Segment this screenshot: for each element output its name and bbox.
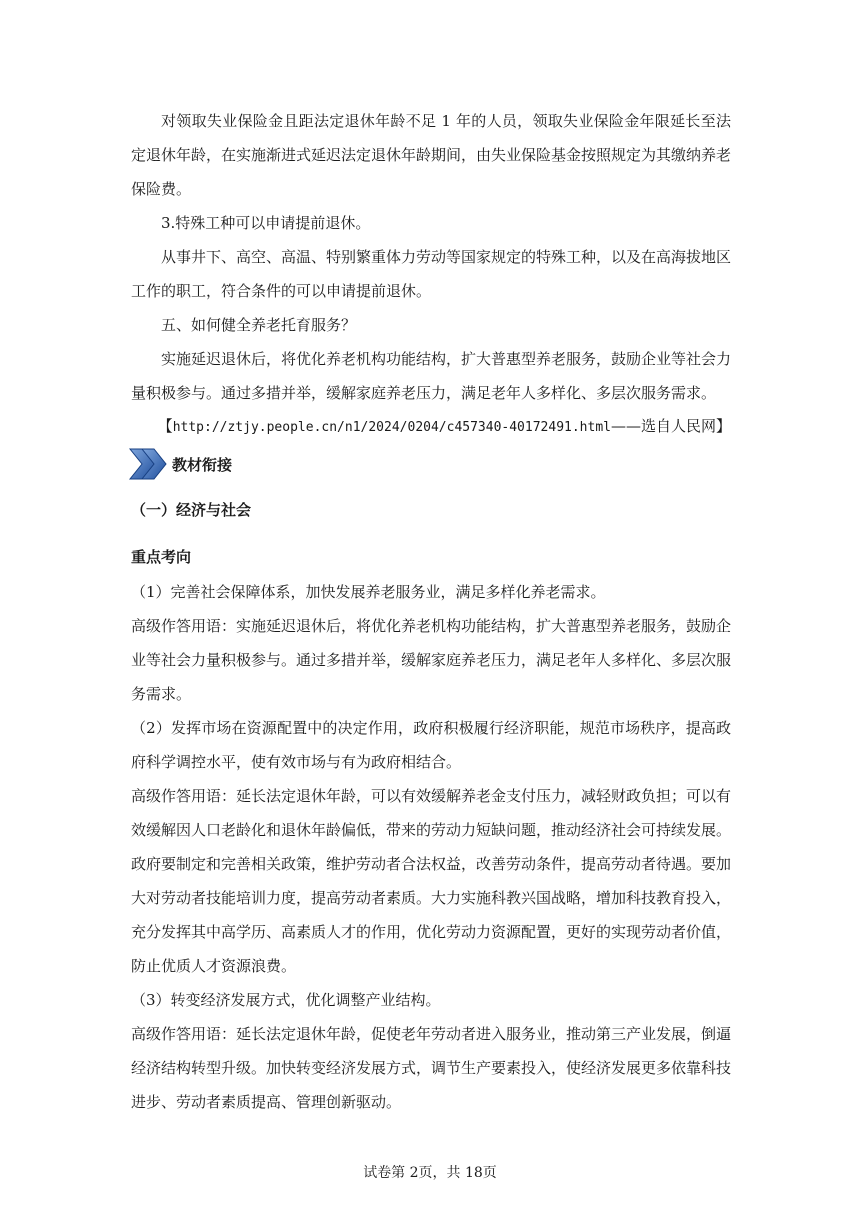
source-url: http://ztjy.people.cn/n1/2024/0204/c457340-40172491.html <box>172 420 611 435</box>
paragraph-elderly-care: 实施延迟退休后，将优化养老机构功能结构，扩大普惠型养老服务，鼓励企业等社会力量积极参与。通过多措并举，缓解家庭养老压力，满足老年人多样化、多层次服务需求。 <box>131 350 732 402</box>
focus-point-2: （2）发挥市场在资源配置中的决定作用，政府积极履行经济职能，规范市场秩序，提高政府科学调控水平，使有效市场与有为政府相结合。 <box>131 719 731 771</box>
page-footer: 试卷第 2页，共 18页 <box>363 1165 497 1181</box>
source-open-bracket: 【 <box>157 417 173 435</box>
section-badge <box>128 446 232 482</box>
double-chevron-right-icon <box>128 446 168 482</box>
paragraph-unemployment: 对领取失业保险金且距法定退休年龄不足 1 年的人员，领取失业保险金年限延长至法定退休年龄，在实施渐进式延迟法定退休年龄期间，由失业保险基金按照规定为其缴纳养老保险费。 <box>131 112 732 198</box>
focus-answer-1: 高级作答用语：实施延迟退休后，将优化养老机构功能结构，扩大普惠型养老服务，鼓励企业等社会力量积极参与。通过多措并举，缓解家庭养老压力，满足老年人多样化、多层次服务需求。 <box>131 617 732 703</box>
subsection-title: （一）经济与社会 <box>131 501 252 519</box>
focus-title: 重点考向 <box>131 548 192 566</box>
paragraph-special-jobs-heading: 3.特殊工种可以申请提前退休。 <box>161 214 371 232</box>
focus-point-1: （1）完善社会保障体系，加快发展养老服务业，满足多样化养老需求。 <box>131 583 606 601</box>
focus-answer-2: 高级作答用语：延长法定退休年龄，可以有效缓解养老金支付压力，减轻财政负担；可以有效缓解因人口老龄化和退休年龄偏低，带来的劳动力短缺问题，推动经济社会可持续发展。政府要制定和完善相关政策，维护劳动者合法权益，改善劳动条件，提高劳动者待遇。要加大对劳动者技能培训力度，提高劳动者素质。大力实施科教兴国战略，增加科技教育投入，充分发挥其中高学历、高素质人才的作用，优化劳动力资源配置，更好的实现劳动者价值，防止优质人才资源浪费。 <box>131 787 732 975</box>
source-citation <box>131 409 731 445</box>
intro-section <box>131 104 731 410</box>
focus-point-3: （3）转变经济发展方式，优化调整产业结构。 <box>131 991 441 1009</box>
section-badge-label: 教材衔接 <box>172 455 233 474</box>
focus-answer-3: 高级作答用语：延长法定退休年龄，促使老年劳动者进入服务业，推动第三产业发展，倒逼经济结构转型升级。加快转变经济发展方式，调节生产要素投入，使经济发展更多依靠科技进步、劳动者素质提高、管理创新驱动。 <box>131 1025 732 1111</box>
source-suffix: ——选自人民网】 <box>610 417 731 435</box>
paragraph-special-jobs: 从事井下、高空、高温、特别繁重体力劳动等国家规定的特殊工种，以及在高海拔地区工作的职工，符合条件的可以申请提前退休。 <box>131 248 732 300</box>
focus-items <box>131 575 731 1119</box>
paragraph-question-five: 五、如何健全养老托育服务？ <box>161 316 357 334</box>
